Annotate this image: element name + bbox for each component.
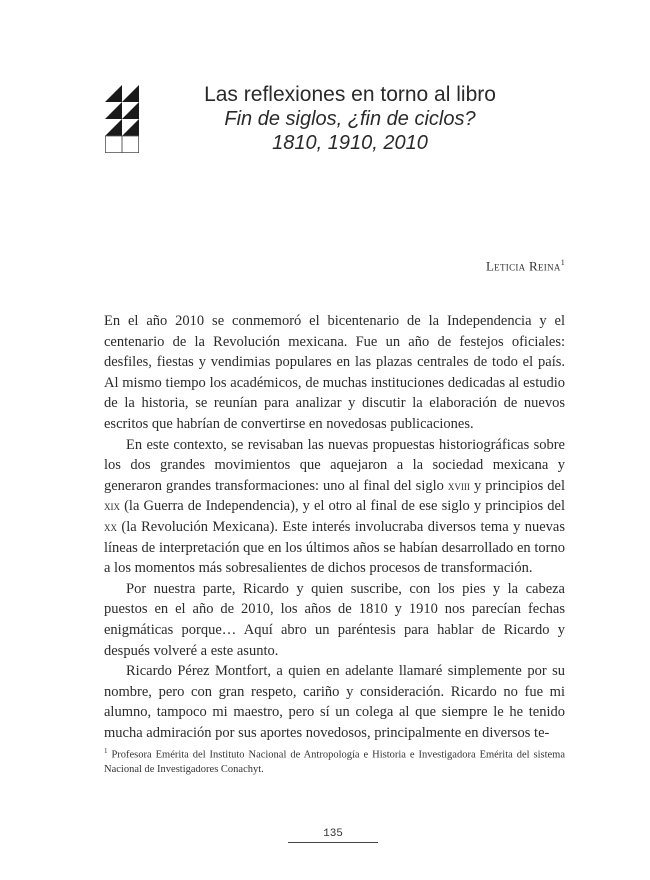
footnote-marker: 1: [104, 747, 108, 755]
century-numeral: xx: [104, 519, 117, 534]
chapter-grid-logo: [105, 85, 139, 153]
title-line-1: Las reflexiones en torno al libro: [204, 83, 496, 106]
century-numeral: xix: [104, 499, 120, 514]
paragraph-2-text: (la Revolución Mexicana). Este interés involucraba diversos tema y nuevas líneas de interpretación que en los últimos años se habían desarrollado en torno a los momentos más sobresalientes de dichos procesos de transformación.: [104, 518, 565, 577]
paragraph-3: Por nuestra parte, Ricardo y quien suscribe, con los pies y la cabeza puestos en el año de 2010, los años de 1810 y 1910 nos parecían fechas enigmáticas porque… Aquí abro un paréntesis para hablar de Ricardo y después volveré a este asunto.: [104, 580, 565, 659]
paragraph-2-text: y principios del: [469, 477, 565, 494]
footnote: [104, 744, 565, 777]
author-footnote-marker: 1: [560, 258, 565, 267]
body-text: [104, 311, 565, 743]
century-numeral: xviii: [447, 478, 470, 493]
paragraph-2-text: En este contexto, se revisaban las nuevas propuestas historiográficas sobre los dos grandes movimientos que aquejaron a la sociedad mexicana y generaron grandes transformaciones: uno al final del siglo: [104, 436, 565, 494]
paragraph-1: En el año 2010 se conmemoró el bicentenario de la Independencia y el centenario de la Revolución mexicana. Fue un año de festejos oficiales: desfiles, fiestas y vendimias populares en las plazas centrales de todo el país. Al mismo tiempo los académicos, de muchas instituciones dedicadas al estudio de la historia, se reunían para analizar y discutir la elaboración de nuevos escritos que habrían de convertirse en novedosas publicaciones.: [104, 313, 565, 432]
paragraph-2-text: (la Guerra de Independencia), y el otro al final de ese siglo y principios del: [120, 498, 565, 515]
chapter-title: [150, 83, 550, 155]
author-byline: [486, 258, 565, 274]
paragraph-2: [104, 435, 565, 579]
paragraph-4: Ricardo Pérez Montfort, a quien en adelante llamaré simplemente por su nombre, pero con gran respeto, cariño y consideración. Ricardo no fue mi alumno, tampoco mi maestro, pero sí un colega al que siempre le he tenido mucha admiración por sus aportes novedosos, principalmente en diversos te-: [104, 663, 565, 741]
footnote-text: Profesora Emérita del Instituto Nacional de Antropología e Historia e Investigadora Emérita del sistema Nacional de Investigadores Conachyt.: [104, 749, 565, 775]
title-line-2: Fin de siglos, ¿fin de ciclos?: [224, 108, 476, 130]
page-number: 135: [288, 828, 378, 843]
author-name: Leticia Reina: [485, 258, 561, 274]
title-line-3: 1810, 1910, 2010: [272, 132, 428, 154]
